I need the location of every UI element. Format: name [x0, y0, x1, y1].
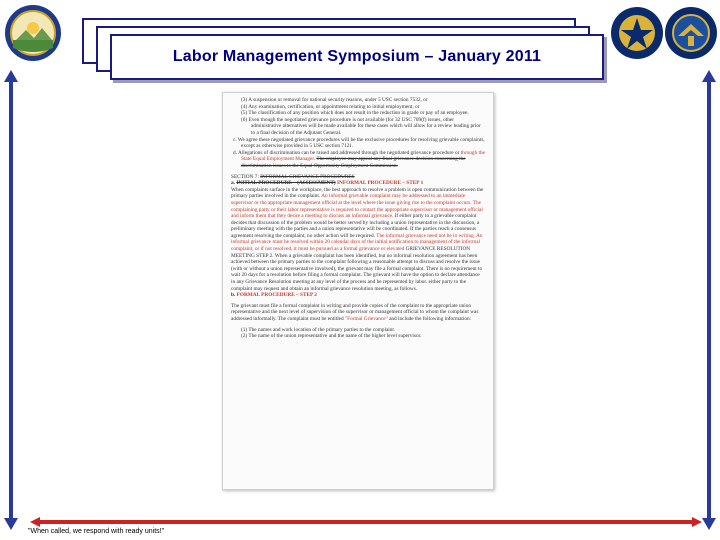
air-guard-seal-logo	[664, 6, 718, 60]
doc-step2-heading: b. FORMAL PROCEDURE – STEP 2	[231, 292, 317, 299]
doc-list-2: (2) The name of the union representative and the name of the higher level supervisor.	[241, 333, 422, 340]
title-box	[110, 34, 604, 80]
document-page	[222, 92, 494, 490]
doc-line-3: (3) A suspension or removal for national security reasons, under 5 USC section 7532, or	[241, 97, 428, 103]
doc-step1-heading: a. INITIAL PROCEDURE – (ASSESSMENT) INFORMAL PROCEDURE – STEP 1	[231, 180, 424, 187]
left-vertical-arrow	[4, 70, 18, 530]
doc-step1-paragraph: When complaints surface in the workplace, the best approach to resolve a problem is open communication between the primary parties involved in the complaint. An informal grievable complaint may be addressed to an immediate supervisor or the appropriate management official at the level where the issue giving rise to the complaint occurs. The complaining party or their labor representative is required to contact the appropriate supervisor or management official and inform them that they desire a meeting to discuss an informal grievance. If either party to a grievable complaint decides that discussion of the problem would be better served by including a union representative in the discussion, a preliminary meeting with the parties and a union representative will be coordinated. If the parties reach a consensus agreement resolving the complaint, no other action will be required. The informal grievance need not be in writing. An informal grievance must be resolved within 20 calendar days of the initial notification to management of the informal complaint, or if not resolved, it must be pursued as a formal grievance or elevated GRIEVANCE RESOLUTION MEETING STEP 2. When a grievable complaint has been identified, but no informal resolution agreement has been achieved between the primary parties to the complaint following a reasonable attempt to discuss and resolve the issue (with or without a union representative involved), the grievant may file a formal complaint. There is no requirement to wait 20 days for a resolution before filing a formal complaint. The grievant will have the option to declare attendance in any Grievance Resolution meeting at any level of the process and be represented by labor. either party to the complaint may request and obtain an informal grievance resolution meeting, as follows.	[231, 186, 484, 292]
bottom-horizontal-arrow	[30, 517, 702, 527]
doc-line-4: (4) Any examination, certification, or appointment relating to initial employment, or	[241, 103, 420, 110]
doc-section-heading: SECTION 7: INFORMAL GRIEVANCE PROCEDURES	[231, 173, 355, 180]
footer-tagline: "When called, we respond with ready units!"	[28, 528, 165, 535]
doc-line-5: (5) The classification of any position which does not result in the reduction in grade or pay of an employee.	[241, 110, 469, 117]
doc-item-d: d. Allegations of discrimination can be raised and addressed through the negotiated grievance procedure or through the State Equal Employment Manager. The employee may appeal any final grievance decision concerning the discrimination issues to the Equal Opportunity Employment Commission.	[233, 149, 485, 169]
doc-item-c: c. We agree these negotiated grievance procedures will be the exclusive procedures for resolving grievable complaints, except as otherwise provided in 5 USC section 7121.	[233, 136, 485, 150]
national-guard-seal-logo	[610, 6, 664, 60]
right-vertical-arrow	[702, 70, 716, 530]
doc-line-6: (6) Even though the negotiated grievance procedure is not available (for 32 USC 709(f) issues, other administrative alternatives will be made available for these cases which will allow for a review leading prior to a final decision of the Adjutant General.	[241, 116, 481, 136]
doc-list-1: (1) The names and work location of the primary parties to the complaint.	[241, 326, 396, 333]
page-title: Labor Management Symposium – January 2011	[172, 48, 542, 65]
state-seal-logo	[4, 4, 62, 62]
doc-step2-paragraph: The grievant must file a formal complaint in writing and provide copies of the complaint to the appropriate union representative and the next level of supervision of the supervisor or management official to whom the complaint was addressed informally. The complaint must be entitled "Formal Grievance" and include the following information:	[231, 302, 479, 322]
